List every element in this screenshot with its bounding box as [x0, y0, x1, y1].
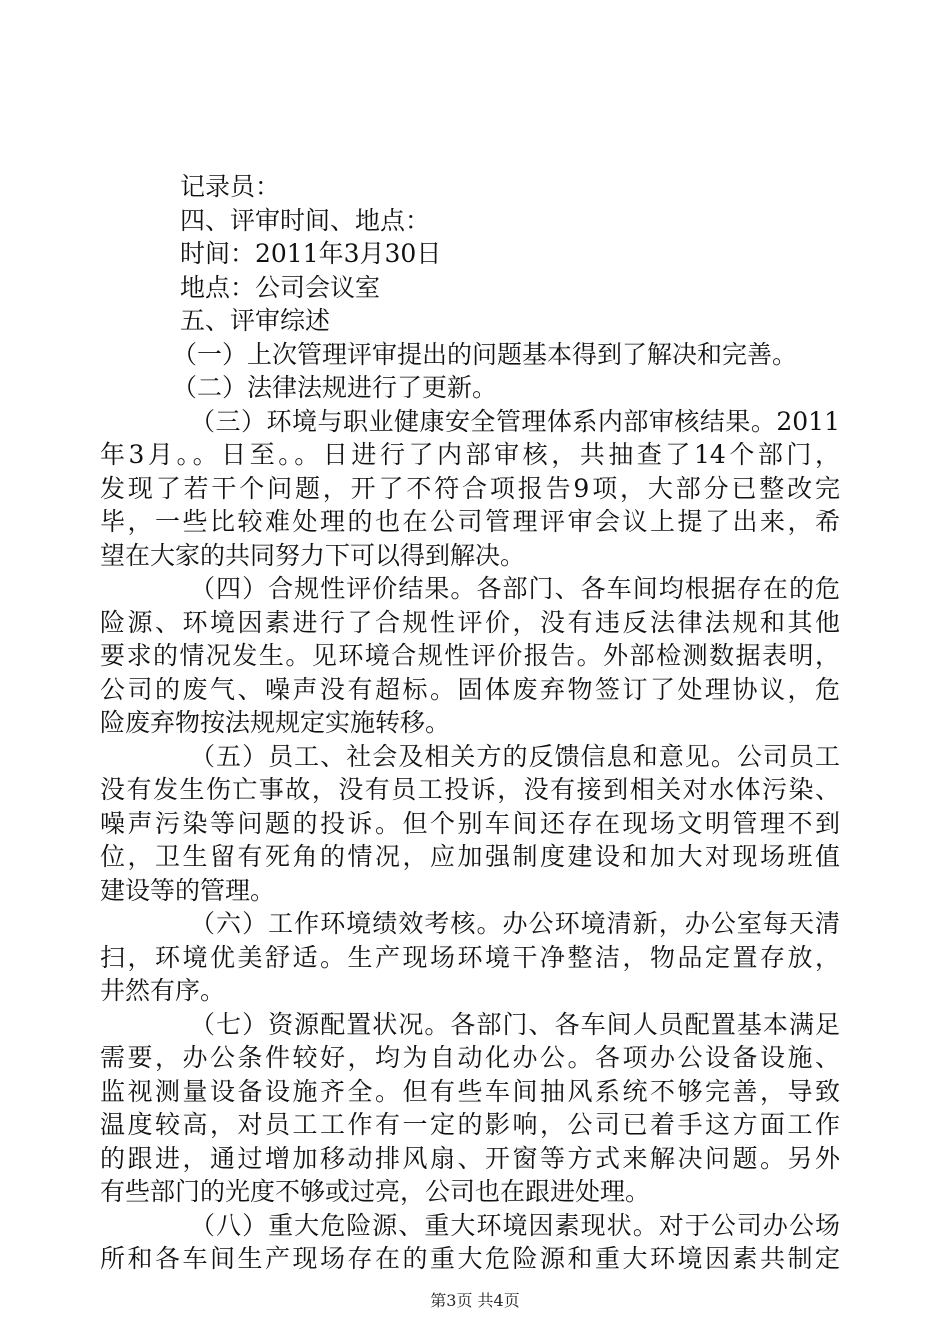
text-line: 没有发生伤亡事故，没有员工投诉，没有接到相关对水体污染、	[100, 775, 840, 804]
text-line: 需要，办公条件较好，均为自动化办公。各项办公设备设施、	[100, 1043, 840, 1072]
page-footer: 第3页 共4页	[430, 1291, 520, 1310]
text-line: 五、评审综述	[180, 306, 331, 335]
text-line: （四）合规性评价结果。各部门、各车间均根据存在的危	[190, 574, 840, 603]
document-body	[100, 170, 840, 1276]
text-line: 地点：公司会议室	[180, 272, 381, 302]
text-line: （八）重大危险源、重大环境因素现状。对于公司办公场	[190, 1210, 840, 1240]
text-line: 险源、环境因素进行了合规性评价，没有违反法律法规和其他	[100, 607, 840, 637]
text-line: 温度较高，对员工工作有一定的影响，公司已着手这方面工作	[100, 1110, 840, 1139]
text-line: 建设等的管理。	[100, 875, 276, 905]
text-line: （五）员工、社会及相关方的反馈信息和意见。公司员工	[190, 741, 840, 771]
text-line: 噪声污染等问题的投诉。但个别车间还存在现场文明管理不到	[100, 808, 840, 838]
text-line: 井然有序。	[100, 976, 226, 1005]
text-line: 有些部门的光度不够或过亮，公司也在跟进处理。	[100, 1177, 651, 1206]
text-line: （三）环境与职业健康安全管理体系内部审核结果。2011	[190, 406, 840, 436]
text-line: 四、评审时间、地点：	[180, 205, 431, 235]
text-line: 毕，一些比较难处理的也在公司管理评审会议上提了出来，希	[100, 507, 840, 536]
text-line: 监视测量设备设施齐全。但有些车间抽风系统不够完善，导致	[100, 1076, 840, 1106]
text-line: 年3月。。日至。。日进行了内部审核，共抽查了14个部门，	[100, 440, 840, 469]
text-line: （一）上次管理评审提出的问题基本得到了解决和完善。	[172, 339, 798, 369]
text-line: 扫，环境优美舒适。生产现场环境干净整洁，物品定置存放，	[100, 942, 840, 972]
text-line: 要求的情况发生。见环境合规性评价报告。外部检测数据表明，	[100, 641, 840, 670]
text-line: （七）资源配置状况。各部门、各车间人员配置基本满足	[190, 1009, 840, 1039]
text-line: 险废弃物按法规规定实施转移。	[100, 708, 451, 737]
text-line: 所和各车间生产现场存在的重大危险源和重大环境因素共制定	[100, 1244, 840, 1273]
text-line: （二）法律法规进行了更新。	[172, 373, 498, 402]
text-line: 位，卫生留有死角的情况，应加强制度建设和加大对现场班值	[100, 842, 840, 871]
text-line: （六）工作环境绩效考核。办公环境清新，办公室每天清	[190, 909, 840, 938]
text-line: 公司的废气、噪声没有超标。固体废弃物签订了处理协议，危	[100, 674, 840, 704]
text-line: 发现了若干个问题，开了不符合项报告9项，大部分已整改完	[100, 473, 840, 503]
text-line: 记录员：	[180, 172, 281, 201]
text-line: 的跟进，通过增加移动排风扇、开窗等方式来解决问题。另外	[100, 1143, 840, 1173]
text-line: 望在大家的共同努力下可以得到解决。	[100, 540, 526, 570]
text-line: 时间：2011年3月30日	[180, 239, 442, 268]
